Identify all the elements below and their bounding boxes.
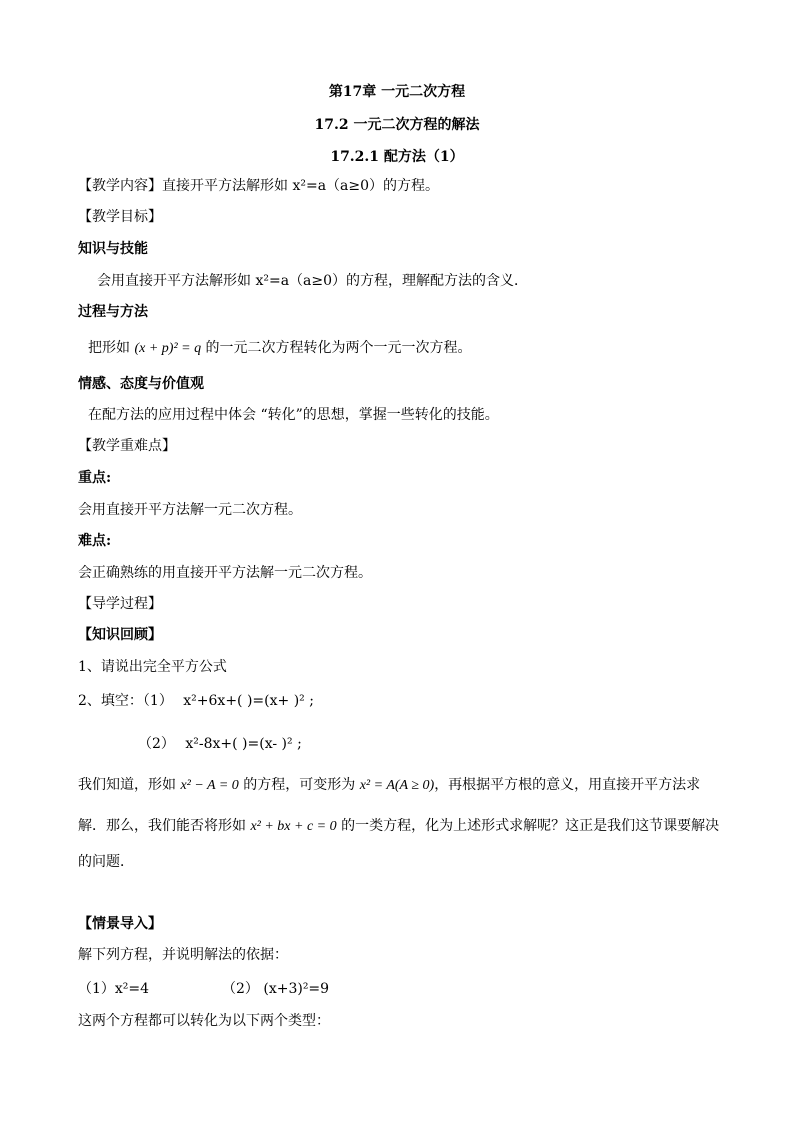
para1-text-c: ，再根据平方根的意义，用直接开平方法求 bbox=[434, 777, 701, 793]
question-2-sub-label: （2） bbox=[138, 736, 175, 752]
intro-paragraph-line-3: 的问题． bbox=[78, 854, 134, 870]
intro-paragraph-line-2 bbox=[78, 817, 778, 836]
intro-paragraph-line-1 bbox=[78, 776, 778, 795]
question-2-line-2 bbox=[138, 735, 778, 753]
teaching-content-text: 直接开平方法解形如 x²=a（a≥0）的方程。 bbox=[162, 178, 440, 194]
process-paragraph bbox=[88, 339, 778, 358]
difficult-point-heading: 难点: bbox=[78, 533, 112, 549]
scenario-paragraph: 解下列方程，并说明解法的依据： bbox=[78, 947, 288, 963]
process-heading: 过程与方法 bbox=[78, 304, 148, 320]
review-heading: 【知识回顾】 bbox=[78, 627, 162, 643]
question-2-label: 2、填空：（1） bbox=[78, 693, 173, 709]
para2-text-a: 解．那么，我们能否将形如 bbox=[78, 818, 246, 834]
question-1: 1、请说出完全平方公式 bbox=[78, 659, 227, 675]
equations-line bbox=[78, 980, 778, 998]
teaching-content-line bbox=[78, 177, 778, 195]
emotion-paragraph: 在配方法的应用过程中体会 “转化”的思想，掌握一些转化的技能。 bbox=[88, 407, 499, 423]
para1-formula-2: x² = A(A ≥ 0) bbox=[359, 778, 435, 793]
scenario-heading: 【情景导入】 bbox=[78, 916, 162, 932]
para1-formula-1: x² − A = 0 bbox=[180, 778, 239, 793]
knowledge-paragraph: 会用直接开平方法解形如 x²=a（a≥0）的方程，理解配方法的含义． bbox=[97, 273, 529, 289]
para2-text-b: 的一类方程，化为上述形式求解呢？这正是我们这节课要解决 bbox=[341, 818, 720, 834]
para2-formula: x² + bx + c = 0 bbox=[250, 819, 337, 834]
guide-process-heading: 【导学过程】 bbox=[78, 596, 162, 612]
para1-text-b: 的方程，可变形为 bbox=[243, 777, 356, 793]
section-title: 17.2 一元二次方程的解法 bbox=[314, 117, 480, 133]
difficult-point-text: 会正确熟练的用直接开平方法解一元二次方程。 bbox=[78, 565, 372, 581]
teaching-content-label: 【教学内容】 bbox=[78, 178, 162, 194]
knowledge-heading: 知识与技能 bbox=[78, 241, 148, 257]
key-point-heading: 重点: bbox=[78, 470, 112, 486]
chapter-title: 第17章 一元二次方程 bbox=[328, 84, 466, 100]
process-formula: (x + p)² = q bbox=[134, 341, 202, 356]
teaching-goals-heading: 【教学目标】 bbox=[78, 209, 162, 225]
question-2-blank-2: x²-8x+( )=(x- )² ; bbox=[185, 736, 302, 752]
equation-2: （2） (x+3)²=9 bbox=[222, 981, 330, 997]
emotion-heading: 情感、态度与价值观 bbox=[78, 376, 204, 392]
subsection-title: 17.2.1 配方法（1） bbox=[330, 149, 464, 165]
process-text-post: 的一元二次方程转化为两个一元一次方程。 bbox=[205, 340, 472, 356]
process-text-pre: 把形如 bbox=[88, 340, 130, 356]
equation-1: （1）x²=4 bbox=[78, 981, 150, 997]
key-point-text: 会用直接开平方法解一元二次方程。 bbox=[78, 502, 302, 518]
question-2-line-1 bbox=[78, 692, 778, 710]
para1-text-a: 我们知道，形如 bbox=[78, 777, 176, 793]
question-2-blank-1: x²+6x+( )=(x+ )² ; bbox=[183, 693, 314, 709]
types-paragraph: 这两个方程都可以转化为以下两个类型： bbox=[78, 1013, 330, 1029]
key-difficult-heading: 【教学重难点】 bbox=[78, 438, 176, 454]
